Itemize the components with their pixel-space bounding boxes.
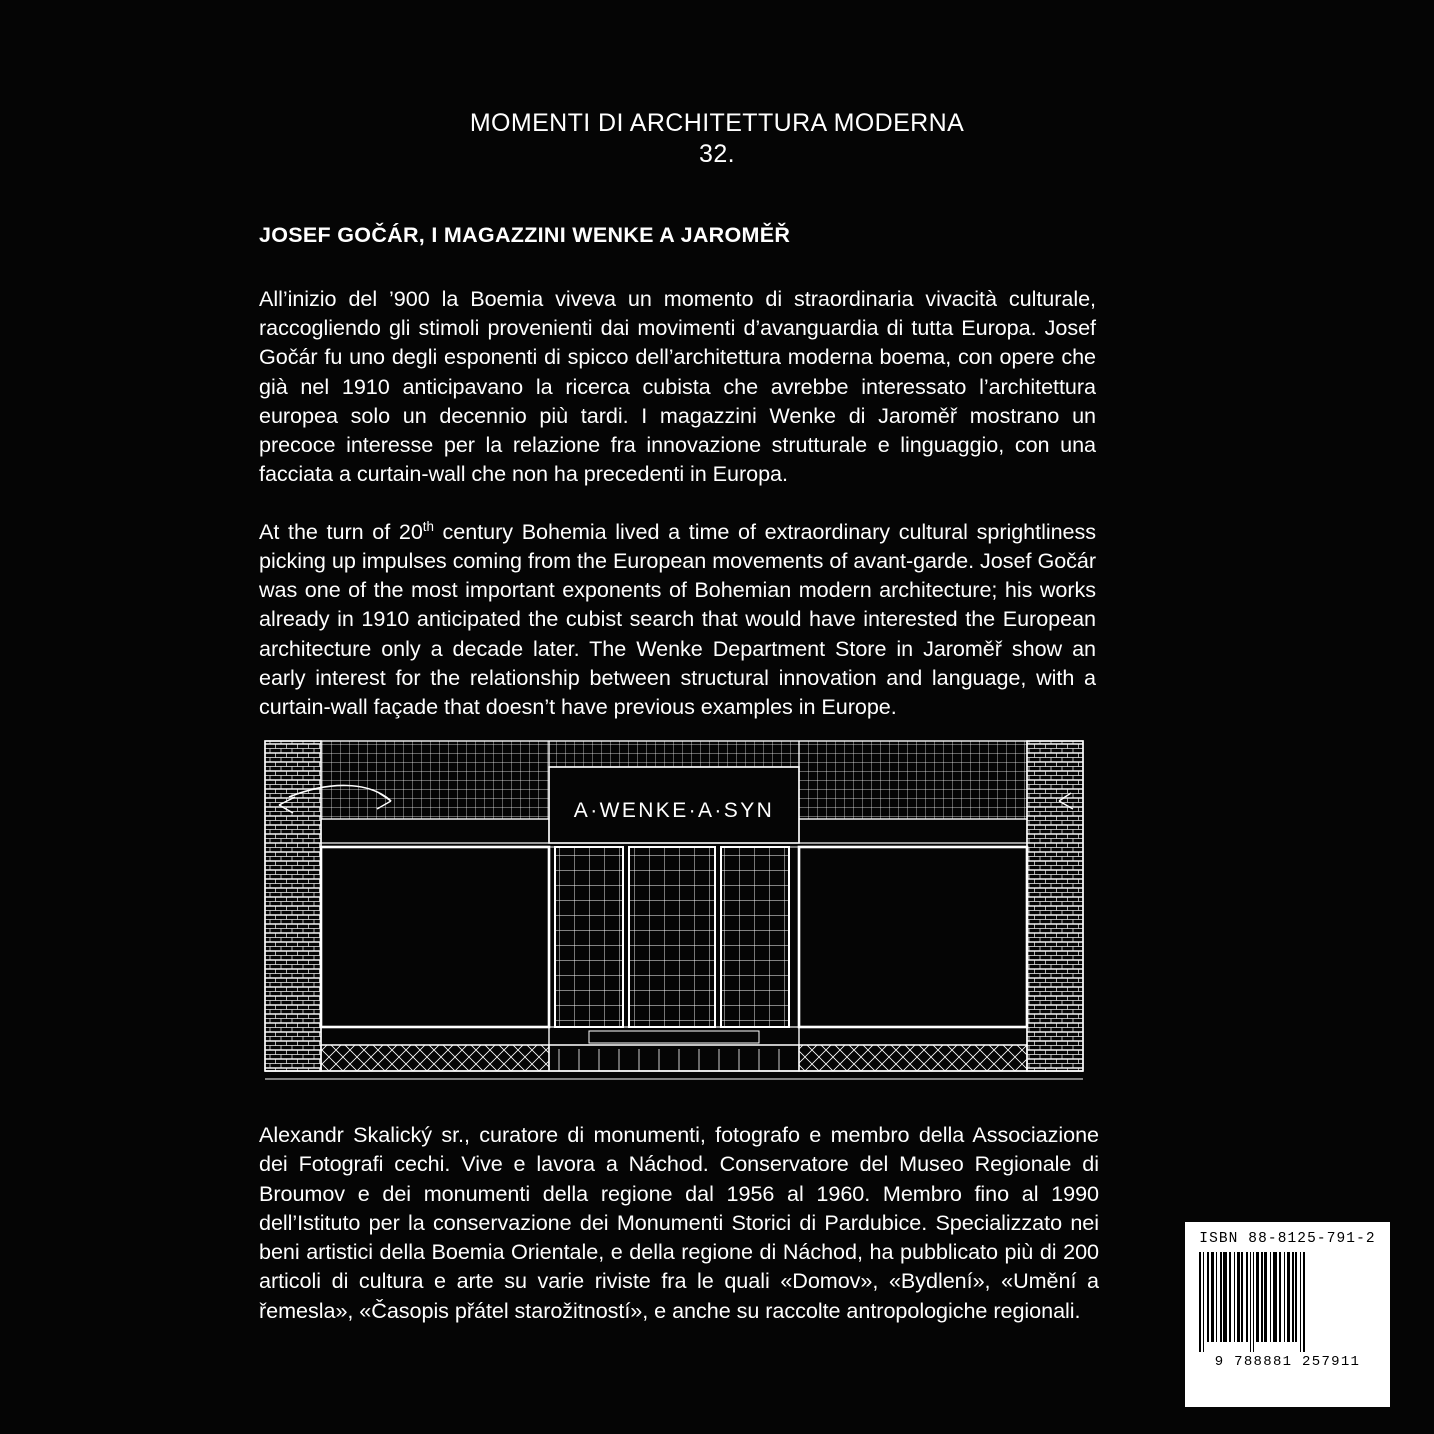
barcode-bars [1199,1252,1377,1352]
series-name: MOMENTI DI ARCHITETTURA MODERNA [469,109,965,137]
blurb-italian: All’inizio del ’900 la Boemia viveva un momento di straordinaria vivacità culturale, raccogliendo gli stimoli provenienti dai movimenti d’avanguardia di tutta Europa. Josef Gočár fu uno degli esponenti di spicco dell’architettura moderna boema, con opere che già nel 1910 anticipavano la ricerca cubista che avrebbe interessato l’architettura europea solo un decennio più tardi. I magazzini Wenke di Jaroměř mostrano un precoce interesse per la relazione fra innovazione strutturale e linguaggio, con una facciata a curtain-wall che non ha precedenti in Europa. [259,285,1096,487]
book-title: JOSEF GOČÁR, I MAGAZZINI WENKE A JAROMĚŘ [259,223,791,247]
facade-drawing [259,735,1089,1090]
facade-sign-text: A·WENKE·A·SYN [573,799,775,822]
blurb-english [259,517,1096,722]
isbn-ean-digits: 9 788881 257911 [1214,1354,1361,1370]
blurb-english-part2: century Bohemia lived a time of extraordinary cultural sprightliness picking up impulses coming from the European movements of avant-garde. Josef Gočár was one of the most important exponents of Bohemian modern architecture; his works already in 1910 anticipated the cubist search that would have interested the European architecture only a decade later. The Wenke Department Store in Jaroměř show an early interest for the relationship between structural innovation and language, with a curtain-wall façade that doesn’t have previous examples in Europe. [259,518,1096,720]
isbn-label: ISBN 88-8125-791-2 [1199,1231,1376,1247]
isbn-barcode-block [1185,1222,1390,1407]
facade-drawing-svg [259,735,1089,1090]
series-header [0,108,1434,171]
ean-barcode [1199,1252,1377,1370]
blurb-english-part1: At the turn of 20 [259,518,423,544]
author-bio: Alexandr Skalický sr., curatore di monumenti, fotografo e membro della Associazione dei Fotografi cechi. Vive e lavora a Náchod. Conservatore del Museo Regionale di Broumov e dei monumenti della regione dal 1956 al 1960. Membro fino al 1990 dell’Istituto per la conservazione dei Monumenti Storici di Pardubice. Specializzato nei beni artistici della Boemia Orientale, e della regione di Náchod, ha pubblicato più di 200 articoli di cultura e arte su varie riviste fra le quali «Domov», «Bydlení», «Umění a řemesla», «Časopis přátel starožitností», e anche su raccolte antropologiche regionali. [259,1122,1099,1323]
series-number: 32. [699,140,735,169]
blurb-english-superscript: th [422,518,434,534]
text-content [259,222,1096,749]
